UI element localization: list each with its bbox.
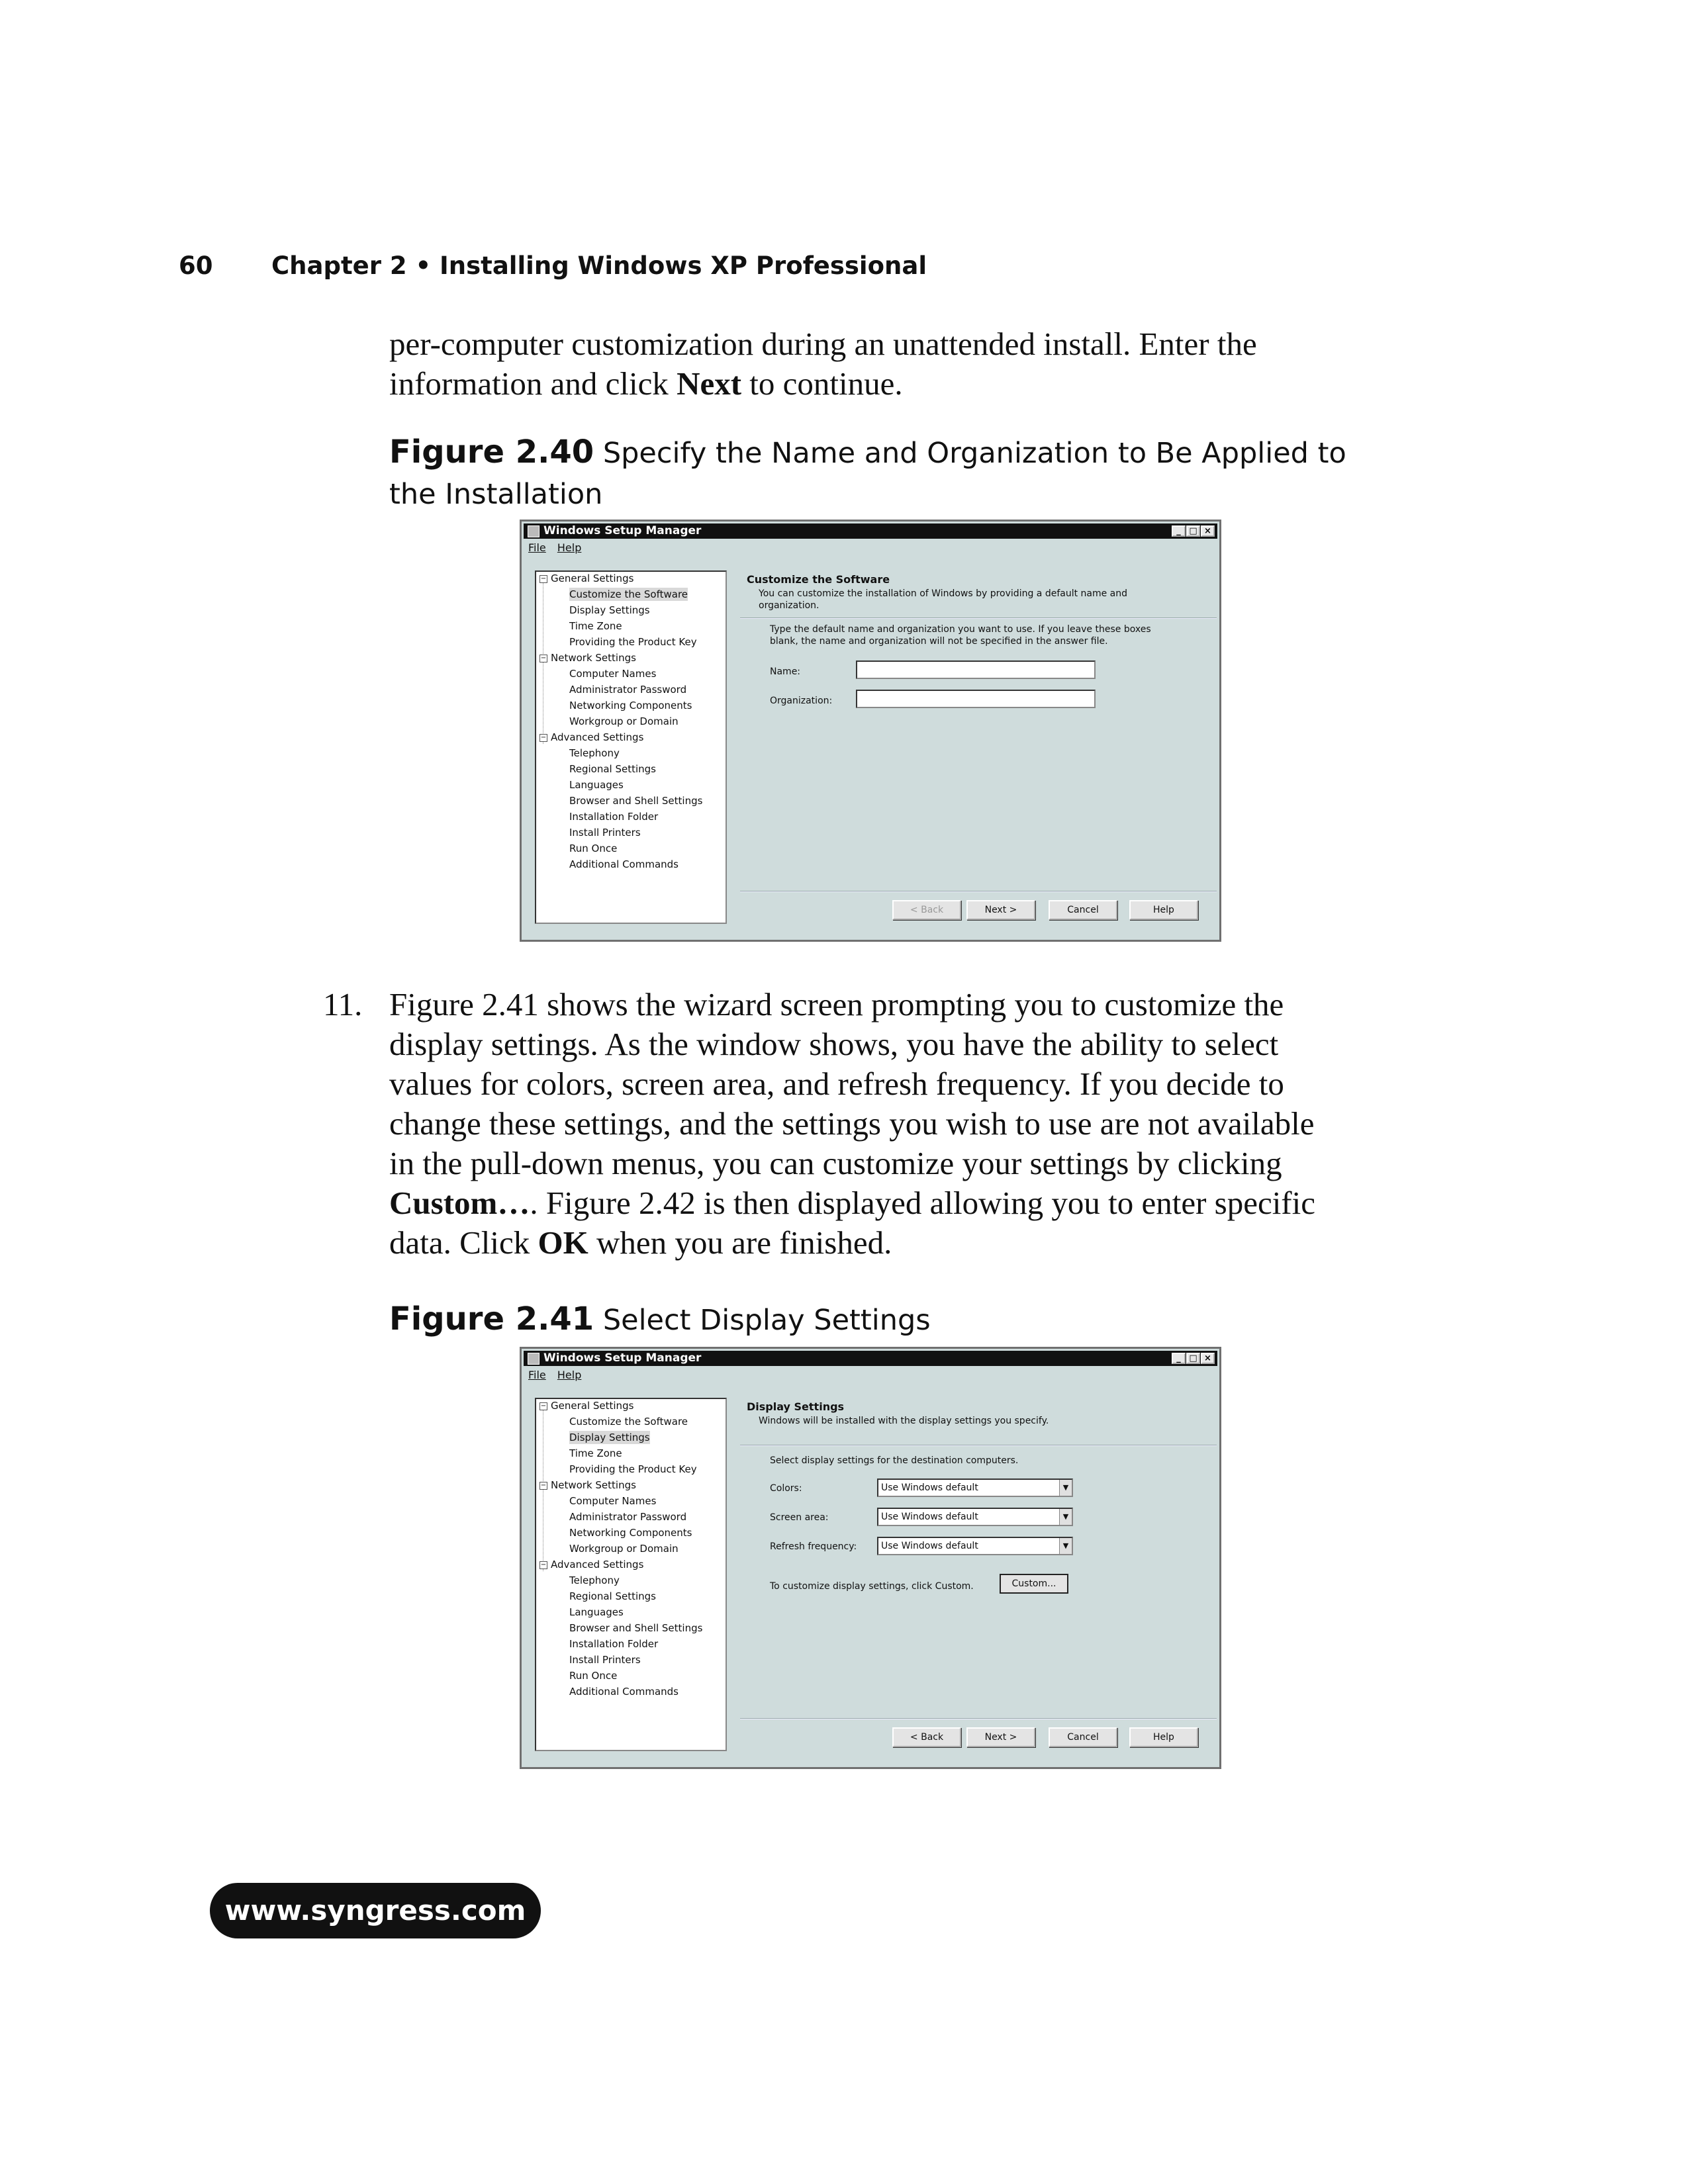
pane-description: Windows will be installed with the display settings you specify. <box>759 1416 1049 1426</box>
tree-telephony[interactable]: Telephony <box>569 1574 620 1586</box>
tree-computer-names[interactable]: Computer Names <box>569 1495 657 1507</box>
tree-browser-shell[interactable]: Browser and Shell Settings <box>569 1622 703 1634</box>
figure-label: Figure 2.41 <box>389 1300 594 1338</box>
setup-manager-window-2 <box>520 1347 1221 1769</box>
pane-heading: Display Settings <box>747 1400 845 1413</box>
tree-regional-settings[interactable]: Regional Settings <box>569 1590 657 1602</box>
tree-installation-folder[interactable]: Installation Folder <box>569 811 659 823</box>
tree-workgroup-domain[interactable]: Workgroup or Domain <box>569 1543 679 1555</box>
collapse-icon[interactable]: − <box>540 734 547 741</box>
tree-product-key[interactable]: Providing the Product Key <box>569 636 697 648</box>
minimize-icon[interactable]: _ <box>1172 1353 1186 1364</box>
back-button[interactable]: < Back <box>892 900 961 920</box>
tree-customize-software[interactable]: Customize the Software <box>569 1416 688 1428</box>
tree-additional-commands[interactable]: Additional Commands <box>569 858 679 870</box>
title-bar: Windows Setup Manager _ □ × <box>524 523 1217 539</box>
maximize-icon[interactable]: □ <box>1186 525 1200 537</box>
screen-area-select[interactable]: Use Windows default ▼ <box>877 1508 1073 1526</box>
intro-line-1: per-computer customization during an unattended install. Enter the <box>389 326 1257 362</box>
menu-bar <box>528 540 589 556</box>
cancel-button[interactable]: Cancel <box>1049 1727 1117 1747</box>
setup-manager-window-1 <box>520 520 1221 942</box>
tree-general-settings[interactable]: General Settings <box>551 572 634 584</box>
tree-product-key[interactable]: Providing the Product Key <box>569 1463 697 1475</box>
collapse-icon[interactable]: − <box>540 1561 547 1569</box>
screen-area-label: Screen area: <box>770 1512 829 1523</box>
step-number: 11. <box>323 986 363 1023</box>
name-label: Name: <box>770 666 801 677</box>
chevron-down-icon[interactable]: ▼ <box>1059 1480 1072 1496</box>
settings-tree[interactable] <box>535 570 727 924</box>
tree-network-settings[interactable]: Network Settings <box>551 1479 636 1491</box>
minimize-icon[interactable]: _ <box>1172 525 1186 537</box>
next-button[interactable]: Next > <box>966 900 1035 920</box>
tree-installation-folder[interactable]: Installation Folder <box>569 1638 659 1650</box>
chevron-down-icon[interactable]: ▼ <box>1059 1509 1072 1525</box>
collapse-icon[interactable]: − <box>540 1482 547 1489</box>
tree-networking-components[interactable]: Networking Components <box>569 1527 692 1539</box>
publisher-url: www.syngress.com <box>210 1883 541 1938</box>
separator <box>740 1445 1217 1446</box>
maximize-icon[interactable]: □ <box>1186 1353 1200 1364</box>
figure-2-40-caption: Figure 2.40 Specify the Name and Organization to Be Applied to the Installation <box>389 433 1346 511</box>
menu-bar <box>528 1367 589 1383</box>
pane-heading: Customize the Software <box>747 573 890 586</box>
tree-workgroup-domain[interactable]: Workgroup or Domain <box>569 715 679 727</box>
tree-languages[interactable]: Languages <box>569 779 624 791</box>
separator <box>740 617 1217 619</box>
instructions: Type the default name and organization you want to use. If you leave these boxes <box>770 624 1151 635</box>
colors-label: Colors: <box>770 1483 802 1494</box>
tree-additional-commands[interactable]: Additional Commands <box>569 1686 679 1698</box>
help-button[interactable]: Help <box>1129 1727 1198 1747</box>
intro-paragraph <box>389 324 1382 404</box>
step-11-paragraph: Figure 2.41 shows the wizard screen prompting you to customize the display settings. As the window shows, you have the ability to select values for colors, screen area, and refresh frequency. If you decide to change these settings, and the settings you wish to use are not available in the pull-down menus, you can customize your settings by clicking Custom…. Figure 2.42 is then displayed allowing you to enter specific data. Click OK when you are finished. <box>389 986 1315 1261</box>
tree-advanced-settings[interactable]: Advanced Settings <box>551 1559 644 1570</box>
setup-manager-icon <box>528 525 539 537</box>
close-icon[interactable]: × <box>1201 525 1215 537</box>
figure-label: Figure 2.40 <box>389 433 594 471</box>
separator <box>740 891 1217 892</box>
chevron-down-icon[interactable]: ▼ <box>1059 1538 1072 1554</box>
refresh-frequency-select[interactable]: Use Windows default ▼ <box>877 1537 1073 1555</box>
tree-time-zone[interactable]: Time Zone <box>569 1447 622 1459</box>
tree-run-once[interactable]: Run Once <box>569 1670 618 1682</box>
instructions: Select display settings for the destination computers. <box>770 1455 1019 1466</box>
tree-display-settings[interactable]: Display Settings <box>569 1432 650 1443</box>
chapter-title: Chapter 2 • Installing Windows XP Professional <box>271 251 927 280</box>
back-button[interactable]: < Back <box>892 1727 961 1747</box>
tree-regional-settings[interactable]: Regional Settings <box>569 763 657 775</box>
tree-time-zone[interactable]: Time Zone <box>569 620 622 632</box>
tree-languages[interactable]: Languages <box>569 1606 624 1618</box>
organization-label: Organization: <box>770 696 833 706</box>
instructions-2: blank, the name and organization will not be specified in the answer file. <box>770 636 1108 647</box>
tree-display-settings[interactable]: Display Settings <box>569 604 650 616</box>
collapse-icon[interactable]: − <box>540 655 547 662</box>
tree-telephony[interactable]: Telephony <box>569 747 620 759</box>
cancel-button[interactable]: Cancel <box>1049 900 1117 920</box>
tree-networking-components[interactable]: Networking Components <box>569 700 692 711</box>
tree-browser-shell[interactable]: Browser and Shell Settings <box>569 795 703 807</box>
tree-computer-names[interactable]: Computer Names <box>569 668 657 680</box>
tree-install-printers[interactable]: Install Printers <box>569 827 641 839</box>
menu-file[interactable]: File <box>528 541 546 554</box>
tree-admin-password[interactable]: Administrator Password <box>569 1511 687 1523</box>
name-input[interactable] <box>856 660 1096 679</box>
menu-file[interactable]: File <box>528 1369 546 1381</box>
setup-manager-icon <box>528 1353 539 1365</box>
tree-install-printers[interactable]: Install Printers <box>569 1654 641 1666</box>
collapse-icon[interactable]: − <box>540 1402 547 1410</box>
tree-advanced-settings[interactable]: Advanced Settings <box>551 731 644 743</box>
pane-description-2: organization. <box>759 600 820 611</box>
page-number: 60 <box>179 251 213 280</box>
pane-description: You can customize the installation of Windows by providing a default name and <box>759 588 1128 599</box>
refresh-frequency-label: Refresh frequency: <box>770 1541 857 1552</box>
separator <box>740 1718 1217 1719</box>
organization-input[interactable] <box>856 690 1096 708</box>
tree-customize-software[interactable]: Customize the Software <box>569 588 688 600</box>
settings-tree[interactable] <box>535 1398 727 1751</box>
collapse-icon[interactable]: − <box>540 575 547 582</box>
custom-instructions: To customize display settings, click Custom. <box>770 1581 974 1592</box>
tree-admin-password[interactable]: Administrator Password <box>569 684 687 696</box>
figure-2-41-caption: Figure 2.41 Select Display Settings <box>389 1300 931 1338</box>
intro-line-2: information and click Next to continue. <box>389 365 903 402</box>
help-button[interactable]: Help <box>1129 900 1198 920</box>
close-icon[interactable]: × <box>1201 1353 1215 1364</box>
custom-button[interactable]: Custom... <box>1000 1574 1068 1594</box>
next-button[interactable]: Next > <box>966 1727 1035 1747</box>
menu-help[interactable]: Help <box>557 541 582 554</box>
colors-select[interactable]: Use Windows default ▼ <box>877 1479 1073 1497</box>
tree-network-settings[interactable]: Network Settings <box>551 652 636 664</box>
menu-help[interactable]: Help <box>557 1369 582 1381</box>
tree-run-once[interactable]: Run Once <box>569 842 618 854</box>
title-bar: Windows Setup Manager _ □ × <box>524 1351 1217 1366</box>
tree-general-settings[interactable]: General Settings <box>551 1400 634 1412</box>
